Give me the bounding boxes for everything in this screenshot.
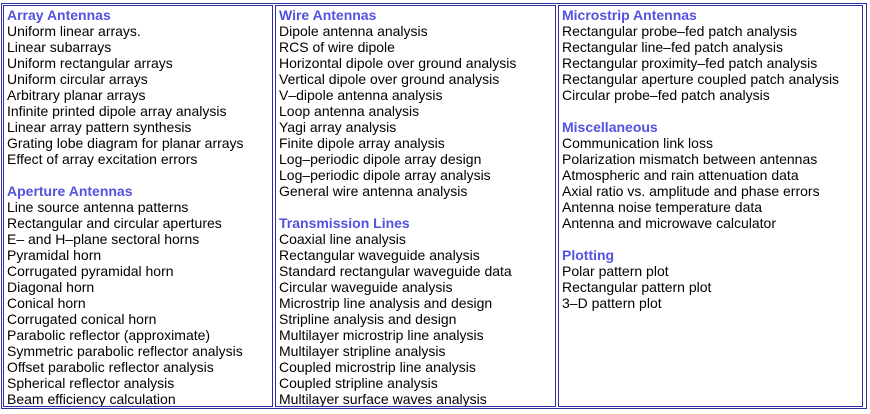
menu-link-corrugated-pyramidal-horn[interactable]: Corrugated pyramidal horn (7, 263, 174, 279)
menu-link-multilayer-microstrip-line-analysis[interactable]: Multilayer microstrip line analysis (279, 327, 484, 343)
menu-link-rectangular-and-circular-apertures[interactable]: Rectangular and circular apertures (7, 215, 222, 231)
section-heading-miscellaneous: Miscellaneous (562, 119, 658, 135)
menu-link-grating-lobe-diagram-for-planar-arrays[interactable]: Grating lobe diagram for planar arrays (7, 135, 244, 151)
menu-link-log-periodic-dipole-array-design[interactable]: Log–periodic dipole array design (279, 151, 482, 167)
menu-link-uniform-rectangular-arrays[interactable]: Uniform rectangular arrays (7, 55, 173, 71)
menu-link-loop-antenna-analysis[interactable]: Loop antenna analysis (279, 103, 420, 119)
menu-link-log-periodic-dipole-array-analysis[interactable]: Log–periodic dipole array analysis (279, 167, 491, 183)
menu-link-uniform-linear-arrays[interactable]: Uniform linear arrays. (7, 23, 141, 39)
menu-link-3-d-pattern-plot[interactable]: 3–D pattern plot (562, 295, 662, 311)
menu-link-effect-of-array-excitation-errors[interactable]: Effect of array excitation errors (7, 151, 198, 167)
menu-link-pyramidal-horn[interactable]: Pyramidal horn (7, 247, 102, 263)
menu-link-rectangular-pattern-plot[interactable]: Rectangular pattern plot (562, 279, 712, 295)
menu-link-arbitrary-planar-arrays[interactable]: Arbitrary planar arrays (7, 87, 146, 103)
menu-link-multilayer-surface-waves-analysis[interactable]: Multilayer surface waves analysis (279, 391, 487, 407)
menu-link-coaxial-line-analysis[interactable]: Coaxial line analysis (279, 231, 406, 247)
menu-link-communication-link-loss[interactable]: Communication link loss (562, 135, 713, 151)
menu-link-beam-efficiency-calculation[interactable]: Beam efficiency calculation (7, 391, 176, 407)
menu-link-rectangular-probe-fed-patch-analysis[interactable]: Rectangular probe–fed patch analysis (562, 23, 798, 39)
menu-column-1 (3, 5, 273, 407)
section-spacer (7, 167, 272, 183)
menu-link-atmospheric-and-rain-attenuation-data[interactable]: Atmospheric and rain attenuation data (562, 167, 799, 183)
menu-link-rectangular-aperture-coupled-patch-analysis[interactable]: Rectangular aperture coupled patch analysis (562, 71, 840, 87)
menu-link-axial-ratio-vs-amplitude-and-phase-errors[interactable]: Axial ratio vs. amplitude and phase errors (562, 183, 820, 199)
menu-link-rectangular-waveguide-analysis[interactable]: Rectangular waveguide analysis (279, 247, 480, 263)
antenna-tools-menu-table (1, 3, 867, 409)
section-heading-aperture-antennas: Aperture Antennas (7, 183, 133, 199)
menu-link-corrugated-conical-horn[interactable]: Corrugated conical horn (7, 311, 157, 327)
section-heading-microstrip-antennas: Microstrip Antennas (562, 7, 697, 23)
section-heading-transmission-lines: Transmission Lines (279, 215, 410, 231)
section-heading-plotting: Plotting (562, 247, 615, 263)
section-heading-wire-antennas: Wire Antennas (279, 7, 377, 23)
menu-link-circular-probe-fed-patch-analysis[interactable]: Circular probe–fed patch analysis (562, 87, 770, 103)
menu-link-v-dipole-antenna-analysis[interactable]: V–dipole antenna analysis (279, 87, 443, 103)
menu-link-yagi-array-analysis[interactable]: Yagi array analysis (279, 119, 397, 135)
section-spacer (562, 103, 862, 119)
menu-link-offset-parabolic-reflector-analysis[interactable]: Offset parabolic reflector analysis (7, 359, 214, 375)
menu-link-coupled-stripline-analysis[interactable]: Coupled stripline analysis (279, 375, 438, 391)
menu-link-spherical-reflector-analysis[interactable]: Spherical reflector analysis (7, 375, 175, 391)
menu-link-rectangular-line-fed-patch-analysis[interactable]: Rectangular line–fed patch analysis (562, 39, 784, 55)
section-spacer (562, 231, 862, 247)
menu-link-line-source-antenna-patterns[interactable]: Line source antenna patterns (7, 199, 189, 215)
menu-link-infinite-printed-dipole-array-analysis[interactable]: Infinite printed dipole array analysis (7, 103, 227, 119)
section-heading-array-antennas: Array Antennas (7, 7, 111, 23)
menu-link-e-and-h-plane-sectoral-horns[interactable]: E– and H–plane sectoral horns (7, 231, 200, 247)
menu-link-microstrip-line-analysis-and-design[interactable]: Microstrip line analysis and design (279, 295, 493, 311)
menu-link-conical-horn[interactable]: Conical horn (7, 295, 86, 311)
menu-link-general-wire-antenna-analysis[interactable]: General wire antenna analysis (279, 183, 468, 199)
menu-link-diagonal-horn[interactable]: Diagonal horn (7, 279, 95, 295)
menu-link-coupled-microstrip-line-analysis[interactable]: Coupled microstrip line analysis (279, 359, 476, 375)
menu-link-circular-waveguide-analysis[interactable]: Circular waveguide analysis (279, 279, 453, 295)
menu-link-finite-dipole-array-analysis[interactable]: Finite dipole array analysis (279, 135, 445, 151)
menu-link-dipole-antenna-analysis[interactable]: Dipole antenna analysis (279, 23, 428, 39)
menu-link-linear-array-pattern-synthesis[interactable]: Linear array pattern synthesis (7, 119, 192, 135)
menu-link-symmetric-parabolic-reflector-analysis[interactable]: Symmetric parabolic reflector analysis (7, 343, 243, 359)
menu-link-rectangular-proximity-fed-patch-analysis[interactable]: Rectangular proximity–fed patch analysis (562, 55, 818, 71)
menu-link-rcs-of-wire-dipole[interactable]: RCS of wire dipole (279, 39, 395, 55)
menu-link-antenna-and-microwave-calculator[interactable]: Antenna and microwave calculator (562, 215, 777, 231)
menu-link-polar-pattern-plot[interactable]: Polar pattern plot (562, 263, 669, 279)
section-spacer (279, 199, 555, 215)
menu-column-2 (275, 5, 556, 407)
menu-link-parabolic-reflector-approximate[interactable]: Parabolic reflector (approximate) (7, 327, 211, 343)
menu-link-multilayer-stripline-analysis[interactable]: Multilayer stripline analysis (279, 343, 446, 359)
menu-link-standard-rectangular-waveguide-data[interactable]: Standard rectangular waveguide data (279, 263, 512, 279)
menu-link-stripline-analysis-and-design[interactable]: Stripline analysis and design (279, 311, 457, 327)
menu-link-antenna-noise-temperature-data[interactable]: Antenna noise temperature data (562, 199, 763, 215)
menu-column-3 (558, 5, 863, 407)
menu-link-uniform-circular-arrays[interactable]: Uniform circular arrays (7, 71, 148, 87)
menu-link-polarization-mismatch-between-antennas[interactable]: Polarization mismatch between antennas (562, 151, 818, 167)
menu-link-vertical-dipole-over-ground-analysis[interactable]: Vertical dipole over ground analysis (279, 71, 500, 87)
menu-link-linear-subarrays[interactable]: Linear subarrays (7, 39, 112, 55)
menu-link-horizontal-dipole-over-ground-analysis[interactable]: Horizontal dipole over ground analysis (279, 55, 517, 71)
